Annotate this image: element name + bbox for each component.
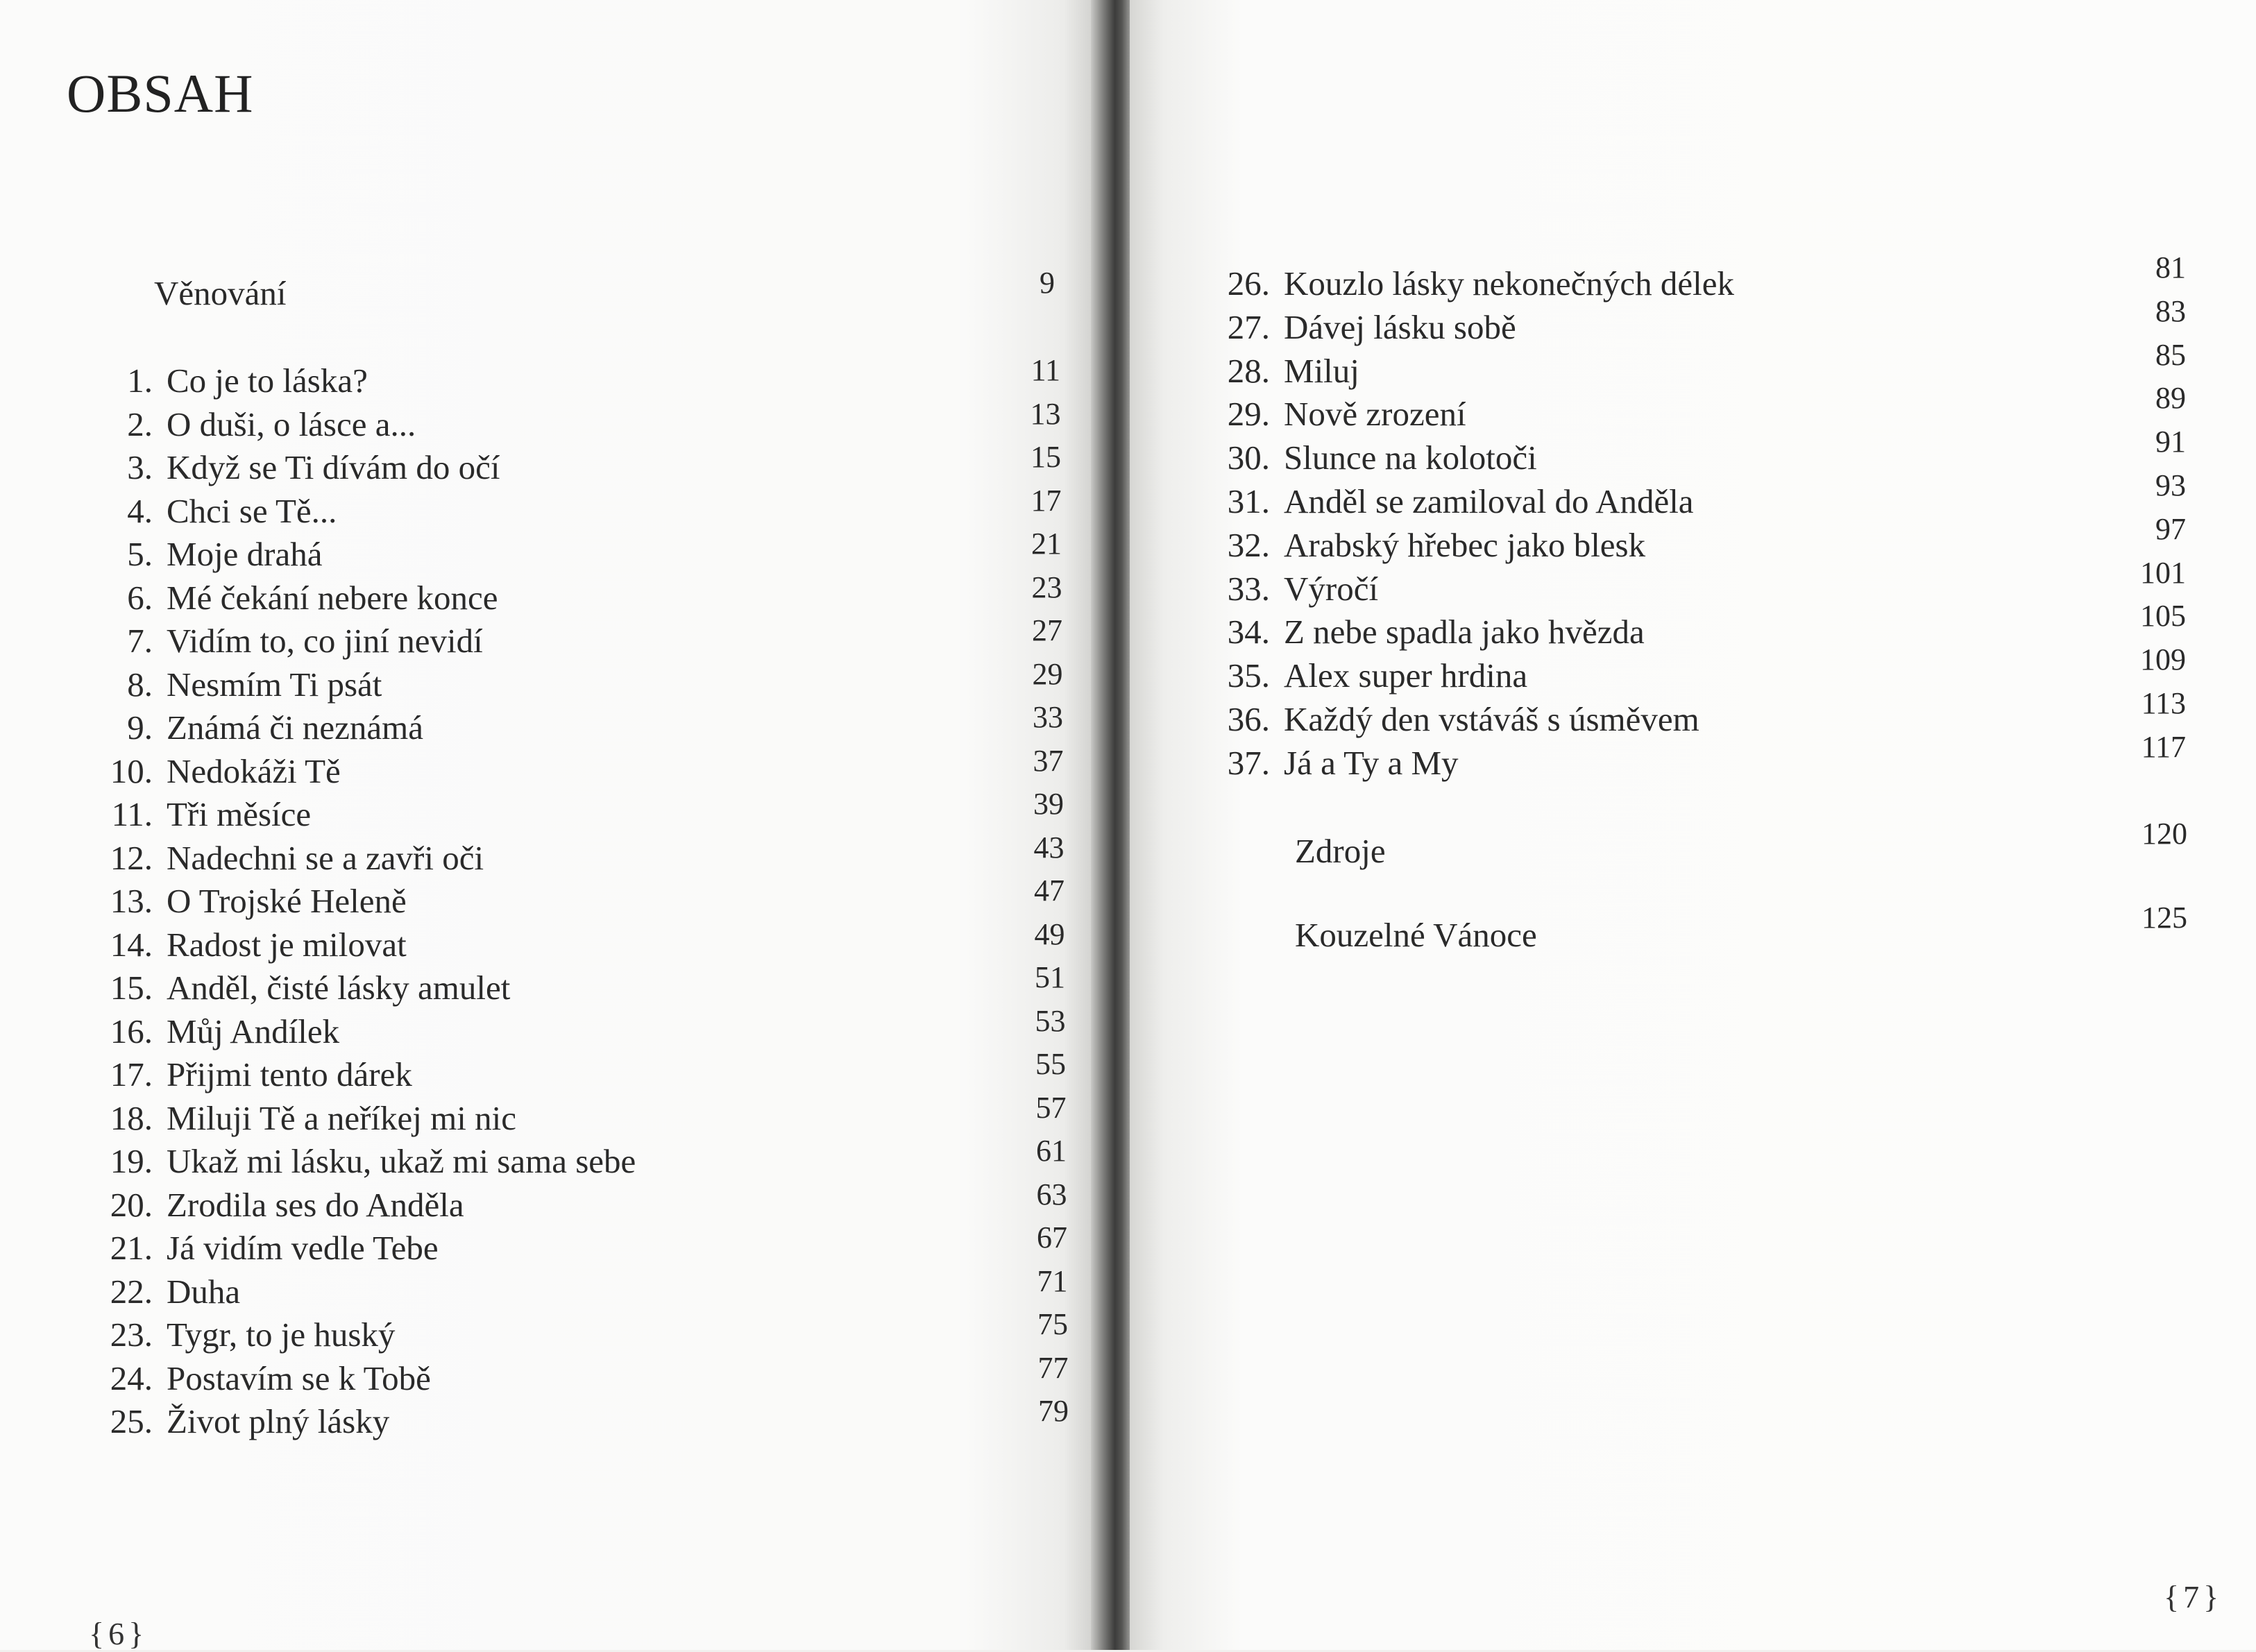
toc-entry-number: 11. bbox=[111, 795, 153, 833]
toc-entry bbox=[76, 1185, 464, 1224]
toc-entry-title: Dávej lásku sobě bbox=[1284, 307, 1516, 346]
toc-entry-page: 93 bbox=[2155, 468, 2186, 502]
toc-entry-page: 109 bbox=[2140, 642, 2186, 677]
toc-entry-page: 11 bbox=[1031, 353, 1060, 387]
toc-entry-number: 33. bbox=[1227, 569, 1270, 608]
toc-entry-title: Já a Ty a My bbox=[1284, 743, 1459, 782]
toc-entry-title: Co je to láska? bbox=[167, 361, 368, 400]
toc-entry bbox=[76, 1361, 431, 1395]
toc-entry bbox=[1295, 918, 1537, 952]
toc-entry bbox=[76, 1057, 412, 1091]
toc-entry-number: 36. bbox=[1227, 700, 1270, 738]
toc-entry-page: 21 bbox=[1031, 527, 1062, 561]
toc-entry-title: Nesmím Ti psát bbox=[167, 665, 382, 704]
toc-entry-title: O duši, o lásce a... bbox=[167, 405, 416, 443]
toc-entry bbox=[76, 1231, 439, 1265]
toc-entry bbox=[76, 407, 416, 441]
toc-entry bbox=[1194, 613, 1645, 652]
toc-entry-title: Každý den vstáváš s úsměvem bbox=[1284, 700, 1699, 738]
toc-entry bbox=[76, 1098, 516, 1137]
toc-entry-title: Ukaž mi lásku, ukaž mi sama sebe bbox=[167, 1142, 636, 1180]
toc-entry-page: 67 bbox=[1037, 1220, 1067, 1254]
toc-entry-page: 89 bbox=[2155, 381, 2186, 416]
toc-entry-number: 32. bbox=[1227, 525, 1270, 564]
toc-entry-number: 7. bbox=[127, 622, 153, 660]
toc-entry bbox=[76, 971, 510, 1005]
toc-entry-number: 2. bbox=[127, 405, 153, 443]
toc-entry-number: 13. bbox=[110, 882, 153, 920]
toc-entry-number: 3. bbox=[127, 448, 153, 486]
toc-entry bbox=[76, 1404, 389, 1438]
toc-entry bbox=[1194, 702, 1699, 736]
toc-entry bbox=[1194, 656, 1528, 695]
toc-entry-number: 30. bbox=[1227, 438, 1270, 477]
toc-entry-number: 8. bbox=[127, 665, 153, 704]
toc-entry-title: Vidím to, co jiní nevidí bbox=[167, 622, 483, 660]
toc-entry bbox=[76, 537, 323, 571]
toc-entry-title: Anděl se zamiloval do Anděla bbox=[1284, 482, 1694, 520]
toc-entry-title: Mé čekání nebere konce bbox=[167, 578, 498, 617]
toc-entry-page: 13 bbox=[1030, 396, 1061, 431]
toc-entry-number: 21. bbox=[110, 1229, 153, 1267]
toc-entry-number: 29. bbox=[1227, 395, 1270, 434]
toc-entry-title: Věnování bbox=[154, 274, 287, 312]
toc-entry-title: Alex super hrdina bbox=[1284, 656, 1528, 695]
toc-entry bbox=[1194, 264, 1735, 303]
toc-entry-page: 27 bbox=[1032, 613, 1062, 647]
toc-entry bbox=[76, 1315, 396, 1354]
toc-entry-page: 79 bbox=[1038, 1394, 1069, 1428]
toc-entry bbox=[76, 1272, 241, 1311]
toc-entry bbox=[76, 1014, 339, 1048]
toc-entry-page: 37 bbox=[1033, 743, 1064, 778]
toc-entry-page: 83 bbox=[2155, 293, 2186, 328]
toc-entry-page: 33 bbox=[1033, 700, 1063, 734]
toc-entry-title: Tři měsíce bbox=[167, 795, 312, 833]
toc-entry-number: 24. bbox=[110, 1359, 153, 1397]
toc-entry bbox=[76, 751, 341, 790]
toc-entry-title: Chci se Tě... bbox=[167, 491, 337, 530]
page-title: OBSAH bbox=[67, 63, 254, 124]
toc-entry-number: 9. bbox=[127, 708, 153, 747]
toc-entry bbox=[1194, 351, 1359, 390]
toc-entry-number: 37. bbox=[1227, 743, 1270, 782]
toc-entry-page: 71 bbox=[1037, 1263, 1068, 1298]
toc-entry-page: 61 bbox=[1036, 1134, 1067, 1168]
toc-entry-page: 47 bbox=[1034, 874, 1065, 908]
toc-entry-title: Miluj bbox=[1284, 351, 1359, 390]
right-page bbox=[1130, 0, 2256, 1650]
toc-entry bbox=[76, 884, 407, 918]
toc-entry-number: 15. bbox=[110, 969, 153, 1007]
toc-entry-page: 51 bbox=[1035, 960, 1065, 994]
toc-entry-page: 57 bbox=[1035, 1090, 1067, 1125]
toc-entry-title: Arabský hřebec jako blesk bbox=[1284, 525, 1646, 564]
toc-entry-page: 81 bbox=[2155, 250, 2186, 284]
toc-entry-page: 105 bbox=[2140, 599, 2186, 633]
left-page bbox=[0, 0, 1096, 1650]
toc-entry-title: Nadechni se a zavři oči bbox=[167, 838, 484, 877]
toc-entry-number: 19. bbox=[110, 1142, 153, 1180]
toc-entry-number: 16. bbox=[110, 1012, 153, 1050]
toc-entry-number: 12. bbox=[110, 838, 153, 877]
toc-entry bbox=[76, 491, 337, 530]
toc-entry-number: 14. bbox=[110, 925, 153, 964]
left-page-number: {6} bbox=[89, 1616, 149, 1651]
toc-entry bbox=[154, 276, 287, 310]
toc-entry-title: Radost je milovat bbox=[167, 925, 407, 964]
toc-entry-page: 97 bbox=[2155, 511, 2186, 546]
toc-entry-page: 91 bbox=[2155, 425, 2186, 459]
right-page-number: {7} bbox=[2164, 1579, 2223, 1615]
toc-entry-page: 53 bbox=[1035, 1003, 1066, 1038]
toc-entry-title: O Trojské Heleně bbox=[167, 882, 407, 920]
toc-entry-title: Slunce na kolotoči bbox=[1284, 438, 1537, 477]
toc-entry-number: 22. bbox=[110, 1272, 153, 1311]
toc-entry-page: 85 bbox=[2155, 337, 2186, 372]
toc-entry-number: 5. bbox=[127, 535, 153, 573]
toc-entry bbox=[76, 797, 311, 831]
toc-entry-number: 27. bbox=[1227, 307, 1270, 346]
toc-entry-number: 31. bbox=[1227, 482, 1270, 520]
toc-entry-page: 39 bbox=[1033, 787, 1064, 821]
toc-entry-number: 18. bbox=[110, 1098, 153, 1137]
toc-entry-number: 20. bbox=[110, 1185, 153, 1224]
toc-entry bbox=[1194, 569, 1379, 608]
toc-entry-title: Zdroje bbox=[1295, 832, 1386, 870]
toc-entry-page: 75 bbox=[1037, 1307, 1068, 1341]
toc-entry-title: Tygr, to je huský bbox=[167, 1315, 396, 1354]
toc-entry-title: Známá či neznámá bbox=[167, 708, 424, 747]
toc-entry bbox=[76, 925, 407, 964]
toc-entry bbox=[76, 578, 498, 617]
toc-entry bbox=[76, 708, 424, 747]
toc-entry bbox=[76, 665, 382, 704]
toc-entry-title: Nově zrození bbox=[1284, 395, 1466, 434]
toc-entry-title: Můj Andílek bbox=[167, 1012, 340, 1050]
toc-entry-number: 34. bbox=[1227, 613, 1270, 652]
toc-entry-page: 49 bbox=[1034, 917, 1065, 951]
toc-entry-number: 6. bbox=[127, 578, 153, 617]
toc-entry-number: 26. bbox=[1227, 264, 1270, 303]
toc-entry-title: Kouzlo lásky nekonečných délek bbox=[1284, 264, 1735, 303]
toc-entry-page: 17 bbox=[1031, 483, 1062, 518]
toc-entry-page: 63 bbox=[1036, 1177, 1067, 1211]
toc-entry bbox=[76, 450, 500, 484]
toc-entry-title: Já vidím vedle Tebe bbox=[167, 1229, 439, 1267]
toc-entry-page: 9 bbox=[1040, 266, 1055, 300]
toc-entry-title: Z nebe spadla jako hvězda bbox=[1284, 613, 1645, 652]
toc-entry bbox=[1194, 438, 1537, 477]
toc-entry bbox=[1194, 307, 1516, 346]
toc-entry-number: 4. bbox=[127, 491, 153, 530]
toc-entry-title: Miluji Tě a neříkej mi nic bbox=[167, 1098, 516, 1137]
toc-entry-number: 17. bbox=[110, 1055, 153, 1093]
toc-entry-page: 55 bbox=[1035, 1047, 1066, 1081]
toc-entry-title: Zrodila ses do Anděla bbox=[167, 1185, 464, 1224]
toc-entry-title: Když se Ti dívám do očí bbox=[167, 448, 500, 486]
toc-entry-number: 23. bbox=[110, 1315, 153, 1354]
toc-entry-title: Anděl, čisté lásky amulet bbox=[167, 969, 511, 1007]
toc-entry-title: Život plný lásky bbox=[167, 1402, 390, 1440]
toc-entry-title: Přijmi tento dárek bbox=[167, 1055, 412, 1093]
toc-entry-page: 77 bbox=[1037, 1350, 1069, 1385]
toc-entry bbox=[76, 1144, 636, 1178]
toc-entry bbox=[76, 361, 368, 400]
toc-entry bbox=[76, 838, 484, 877]
toc-entry bbox=[1194, 395, 1466, 434]
toc-entry-title: Duha bbox=[167, 1272, 241, 1311]
toc-entry-page: 29 bbox=[1032, 656, 1063, 691]
toc-entry-page: 117 bbox=[2141, 729, 2186, 764]
toc-entry-title: Kouzelné Vánoce bbox=[1295, 916, 1537, 954]
toc-entry-title: Moje drahá bbox=[167, 535, 323, 573]
toc-entry-number: 1. bbox=[127, 361, 153, 400]
toc-entry-number: 10. bbox=[110, 751, 153, 790]
toc-entry-page: 15 bbox=[1031, 440, 1061, 474]
toc-entry bbox=[1295, 834, 1386, 868]
toc-entry-title: Postavím se k Tobě bbox=[167, 1359, 431, 1397]
toc-entry bbox=[1194, 743, 1459, 782]
toc-entry-title: Výročí bbox=[1284, 569, 1379, 608]
toc-entry bbox=[1194, 484, 1694, 518]
toc-entry-page: 125 bbox=[2141, 901, 2187, 935]
toc-entry-page: 43 bbox=[1033, 830, 1065, 865]
toc-entry-title: Nedokáži Tě bbox=[167, 751, 341, 790]
toc-entry bbox=[1194, 525, 1646, 564]
toc-entry-page: 120 bbox=[2141, 817, 2187, 851]
toc-entry bbox=[76, 624, 483, 658]
toc-entry-number: 35. bbox=[1227, 656, 1270, 695]
toc-entry-page: 101 bbox=[2140, 555, 2186, 590]
toc-entry-page: 23 bbox=[1031, 570, 1062, 604]
toc-entry-number: 28. bbox=[1227, 351, 1270, 390]
toc-entry-number: 25. bbox=[110, 1402, 153, 1440]
toc-entry-page: 113 bbox=[2141, 686, 2186, 720]
